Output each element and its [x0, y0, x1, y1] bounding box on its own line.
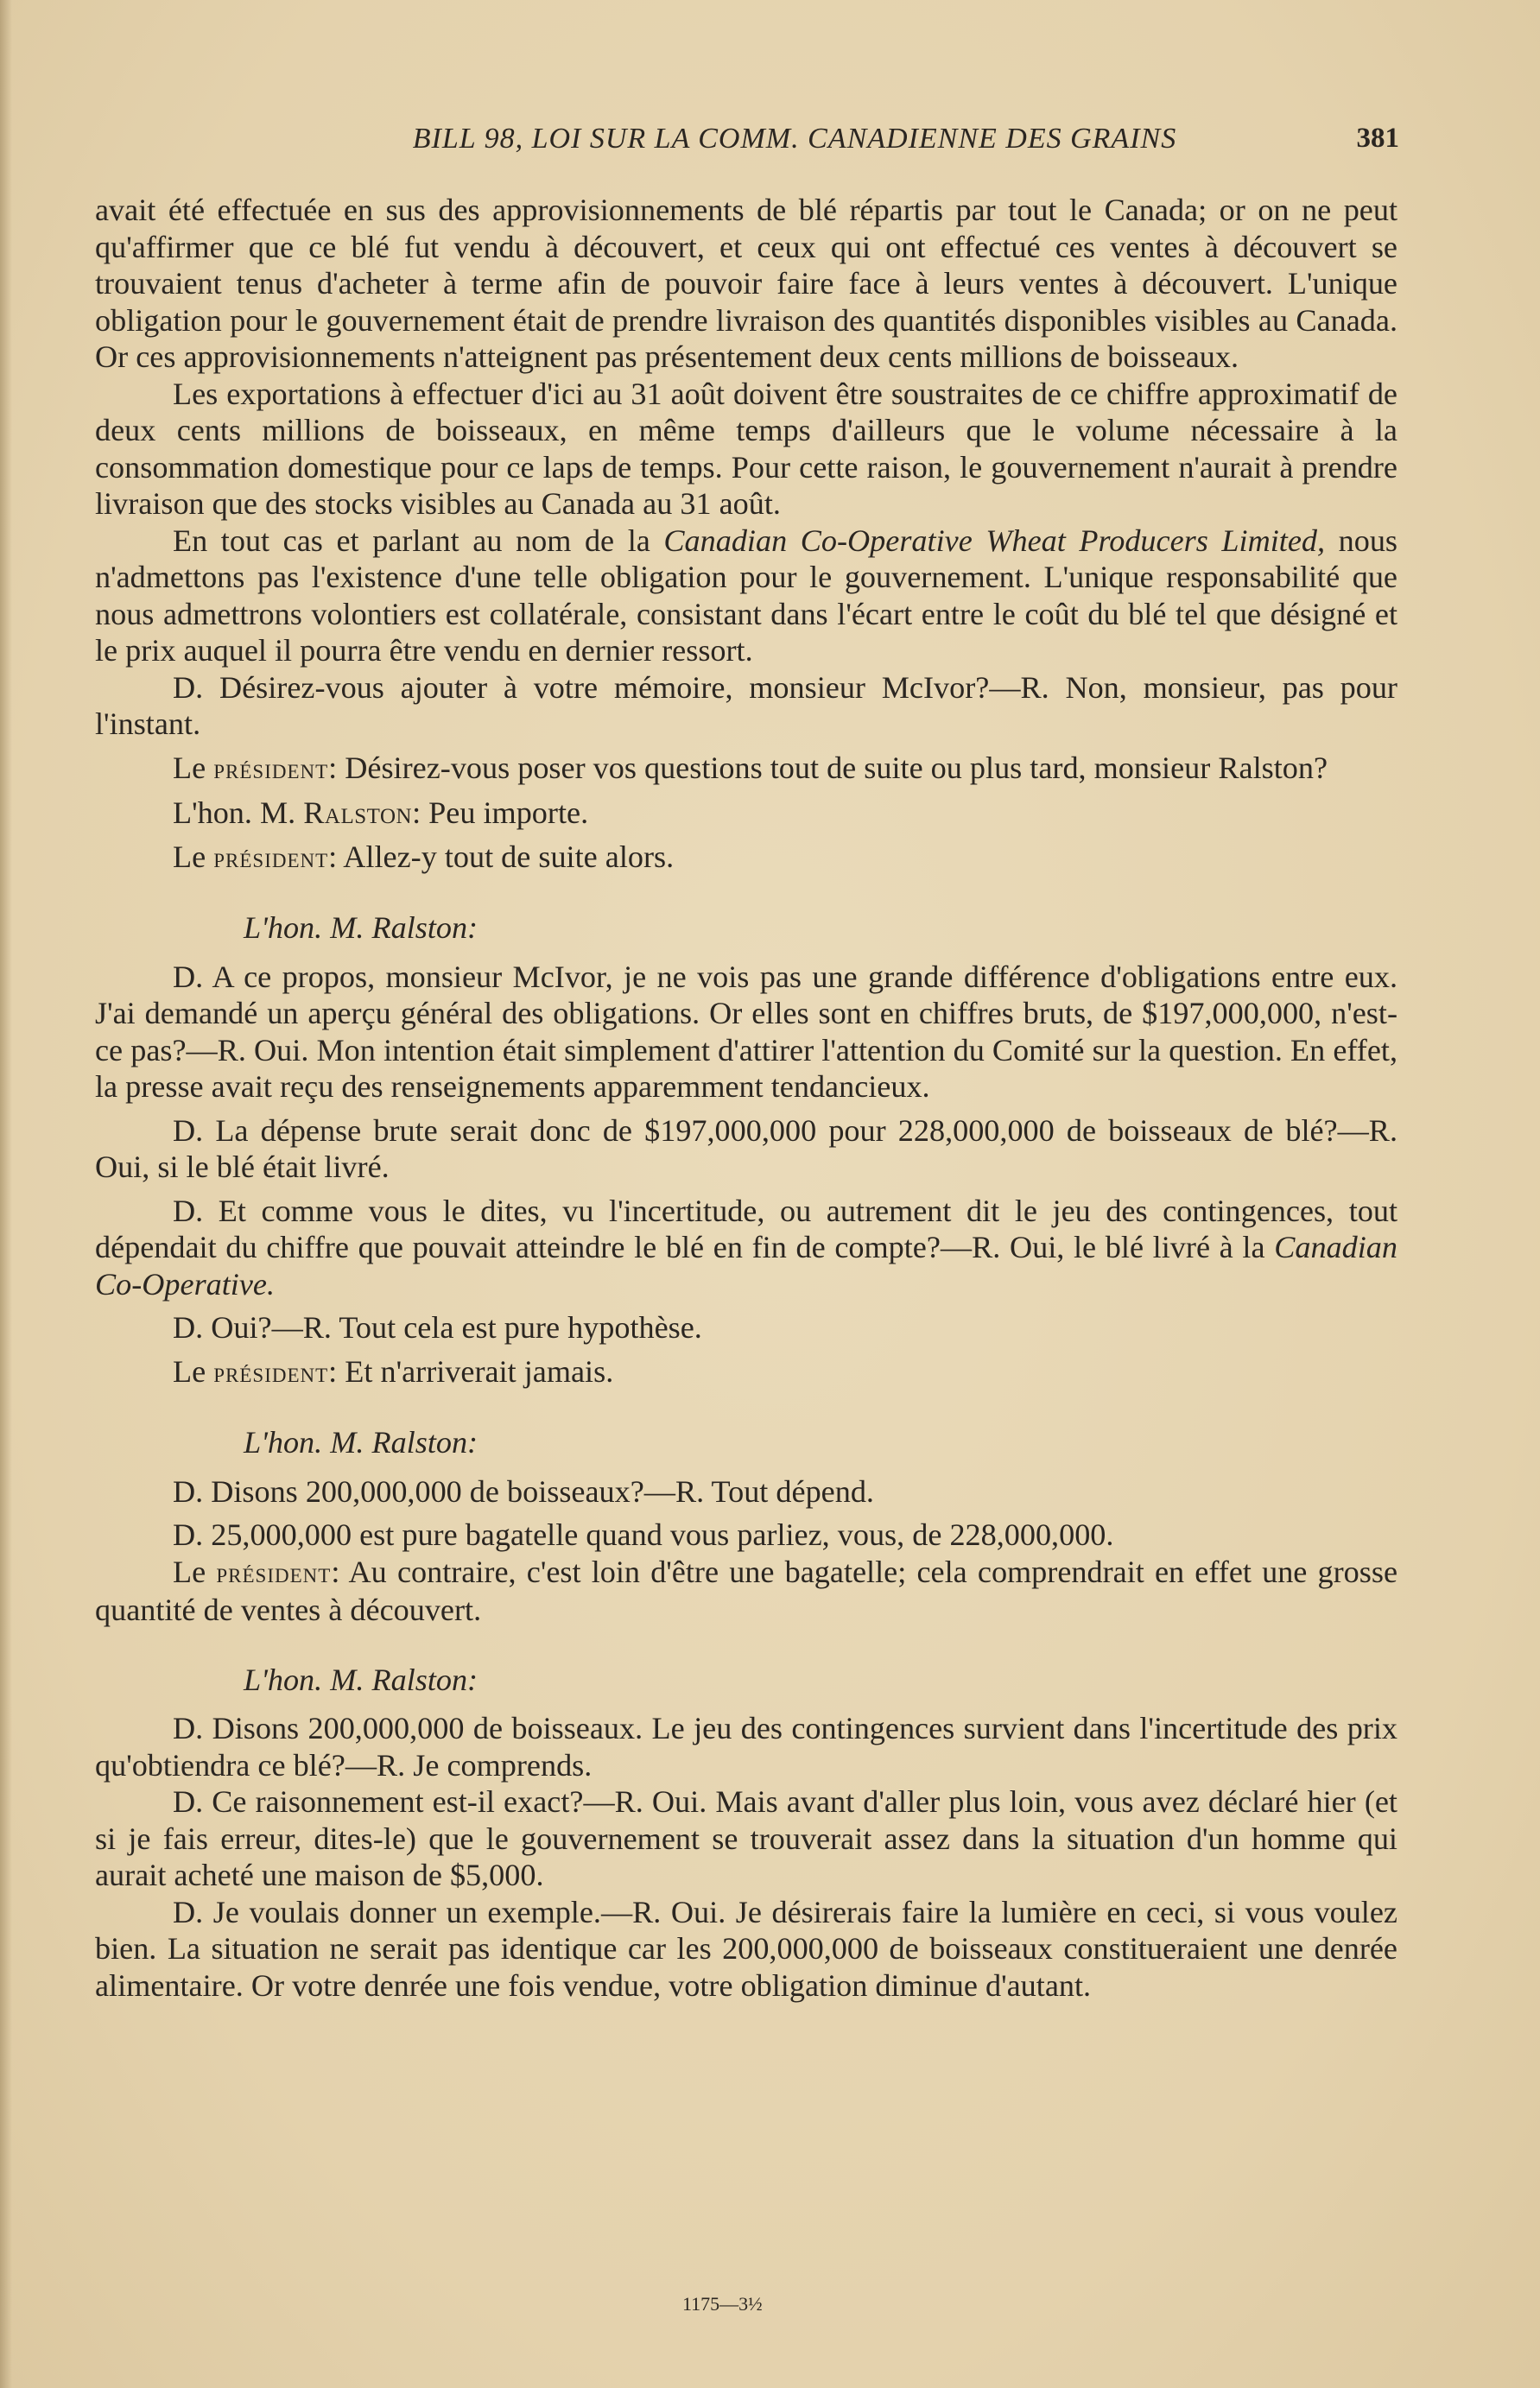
paragraph-10 — [95, 1193, 1397, 1303]
p6-speaker: Ralston — [303, 795, 413, 830]
running-head: BILL 98, LOI SUR LA COMM. CANADIENNE DES GRAINS — [412, 123, 1177, 155]
p10-italic-name: Canadian Co-Operative. — [95, 1230, 1397, 1302]
paragraph-11: D. Oui?—R. Tout cela est pure hypothèse. — [173, 1310, 702, 1345]
paragraph-16: D. Disons 200,000,000 de boisseaux. Le jeu des contingences survient dans l'incertitude des prix qu'obtiendra ce blé?—R. Je comprends. — [95, 1711, 1397, 1783]
p6-prefix: L'hon. M. — [173, 795, 304, 830]
paragraph-4: D. Désirez-vous ajouter à votre mémoire, monsieur McIvor?—R. Non, monsieur, pas pour l'instant. — [95, 669, 1397, 741]
paragraph-3-text-a: En tout cas et parlant au nom de la — [173, 523, 664, 558]
p5-prefix: Le — [173, 750, 214, 785]
paragraph-3-italic-name: Canadian Co-Operative Wheat Producers Limited, — [663, 523, 1326, 558]
paragraph-13: D. Disons 200,000,000 de boisseaux?—R. Tout dépend. — [173, 1473, 874, 1509]
p7-text: : Allez-y tout de suite alors. — [328, 839, 675, 874]
p15-text: : Au contraire, c'est loin d'être une bagatelle; cela comprendrait en effet une grosse quantité de ventes à découvert. — [95, 1554, 1398, 1627]
p12-text: : Et n'arriverait jamais. — [328, 1353, 614, 1389]
paragraph-5 — [95, 750, 1397, 789]
p6-text: : Peu importe. — [412, 795, 589, 830]
speaker-heading-2: L'hon. M. Ralston: — [244, 1425, 478, 1460]
speaker-heading-3: L'hon. M. Ralston: — [244, 1662, 478, 1697]
paragraph-3-text-c: nous n'admettons pas l'existence d'une telle obligation pour le gouvernement. L'unique responsabilité que nous admettrons volontiers est collatérale, consistant dans l'écart entre le coût du blé tel que désigné et le prix auquel il pourra être vendu en dernier ressort. — [95, 523, 1397, 668]
page-edge-shadow — [0, 0, 12, 2388]
p7-prefix: Le — [173, 839, 214, 874]
paragraph-6 — [95, 795, 1397, 832]
p10-text: D. Et comme vous le dites, vu l'incertitude, ou autrement dit le jeu des contingences, tout dépendait du chiffre que pouvait atteindre le blé en fin de compte?—R. Oui, le blé livré à la — [95, 1193, 1397, 1264]
paragraph-8: D. A ce propos, monsieur McIvor, je ne vois pas une grande différence d'obligations entre eux. J'ai demandé un aperçu général des obligations. Or elles sont en chiffres bruts, de $197,000,000, n'est-ce pas?—R. Oui. Mon intention était simplement d'attirer l'attention du Comité sur la question. En effet, la presse avait reçu des renseignements apparemment tendancieux. — [95, 959, 1397, 1104]
page-body — [95, 192, 1397, 2004]
paragraph-2: Les exportations à effectuer d'ici au 31 août doivent être soustraites de ce chiffre approximatif de deux cents millions de boisseaux, en même temps d'ailleurs que le volume nécessaire à la consommation domestique pour ce laps de temps. Pour cette raison, le gouvernement n'aurait à prendre livraison que des stocks visibles au Canada au 31 août. — [95, 376, 1397, 521]
p12-speaker: président — [213, 1356, 329, 1389]
paragraph-12 — [95, 1353, 1397, 1392]
page-header — [95, 123, 1399, 171]
paragraph-18: D. Je voulais donner un exemple.—R. Oui. Je désirerais faire la lumière en ceci, si vous voulez bien. La situation ne serait pas identique car les 200,000,000 de boisseaux constitueraient une denrée alimentaire. Or votre denrée une fois vendue, votre obligation diminue d'autant. — [95, 1894, 1397, 2003]
p15-speaker: président — [216, 1556, 332, 1589]
p5-speaker: président — [213, 752, 329, 785]
paragraph-15 — [95, 1554, 1397, 1629]
paragraph-1: avait été effectuée en sus des approvisionnements de blé répartis par tout le Canada; or on ne peut qu'affirmer que ce blé fut vendu à découvert, et ceux qui ont effectué ces ventes à découvert se trouvaient tenus d'acheter à terme afin de pouvoir faire face à leurs ventes à découvert. L'unique obligation pour le gouvernement était de prendre livraison des quantités disponibles visibles au Canada. Or ces approvisionnements n'atteignent pas présentement deux cents millions de boisseaux. — [95, 193, 1397, 374]
p7-speaker: président — [213, 841, 329, 874]
p12-prefix: Le — [173, 1353, 214, 1389]
paragraph-7 — [95, 839, 1397, 877]
p5-text: : Désirez-vous poser vos questions tout de suite ou plus tard, monsieur Ralston? — [328, 750, 1328, 785]
printer-signature-mark: 1175—3½ — [682, 2293, 763, 2315]
speaker-heading-1: L'hon. M. Ralston: — [244, 910, 478, 945]
p15-prefix: Le — [173, 1554, 217, 1589]
paragraph-14: D. 25,000,000 est pure bagatelle quand vous parliez, vous, de 228,000,000. — [173, 1517, 1114, 1552]
paragraph-9: D. La dépense brute serait donc de $197,000,000 pour 228,000,000 de boisseaux de blé?—R. Oui, si le blé était livré. — [95, 1112, 1397, 1184]
paragraph-3 — [95, 523, 1397, 669]
page-number: 381 — [1356, 123, 1399, 154]
paragraph-17: D. Ce raisonnement est-il exact?—R. Oui. Mais avant d'aller plus loin, vous avez déclaré hier (et si je fais erreur, dites-le) que le gouvernement se trouverait assez dans la situation d'un homme qui aurait acheté une maison de $5,000. — [95, 1784, 1397, 1892]
